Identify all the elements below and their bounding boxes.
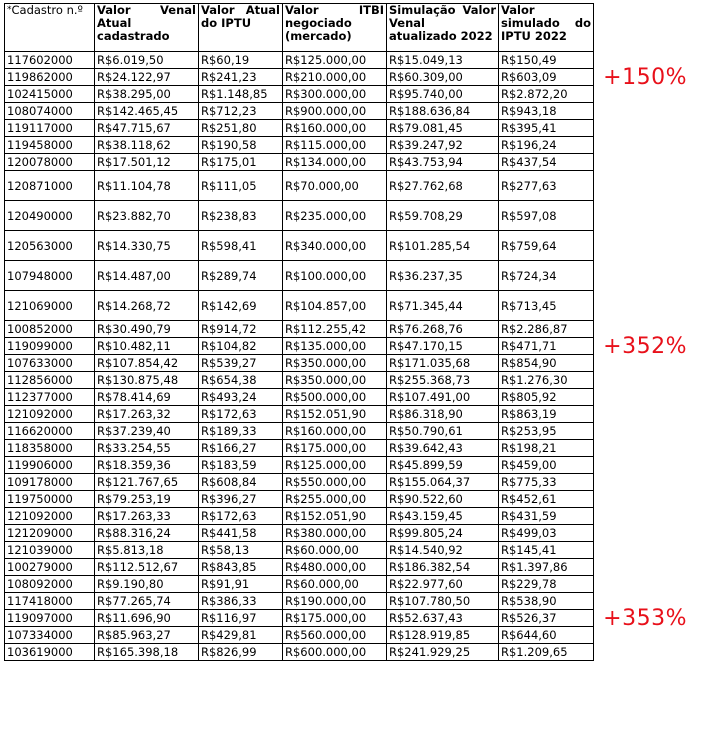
valor-iptu-cell: R$608,84 (199, 474, 283, 491)
valor-iptu-cell: R$251,80 (199, 120, 283, 137)
valor-venal-cell: R$23.882,70 (95, 201, 199, 231)
valor-venal-cell: R$165.398,18 (95, 644, 199, 661)
table-row (5, 261, 594, 291)
simulado-iptu-cell: R$805,92 (499, 389, 594, 406)
cadastro-cell: 120078000 (5, 154, 95, 171)
cadastro-cell: 100852000 (5, 321, 95, 338)
table-row (5, 154, 594, 171)
valor-iptu-cell: R$914,72 (199, 321, 283, 338)
valor-iptu-cell: R$238,83 (199, 201, 283, 231)
valor-itbi-cell: R$60.000,00 (283, 542, 387, 559)
table-row (5, 372, 594, 389)
valor-itbi-cell: R$112.255,42 (283, 321, 387, 338)
simulado-iptu-cell: R$395,41 (499, 120, 594, 137)
simulado-iptu-cell: R$2.872,20 (499, 86, 594, 103)
valor-itbi-cell: R$900.000,00 (283, 103, 387, 120)
valor-iptu-cell: R$60,19 (199, 52, 283, 69)
simulacao-venal-cell: R$43.753,94 (387, 154, 499, 171)
valor-iptu-cell: R$172,63 (199, 406, 283, 423)
valor-venal-cell: R$30.490,79 (95, 321, 199, 338)
table-row (5, 559, 594, 576)
valor-iptu-cell: R$429,81 (199, 627, 283, 644)
simulado-iptu-cell: R$713,45 (499, 291, 594, 321)
valor-venal-cell: R$85.963,27 (95, 627, 199, 644)
valor-venal-cell: R$78.414,69 (95, 389, 199, 406)
valor-iptu-cell: R$91,91 (199, 576, 283, 593)
simulacao-venal-cell: R$50.790,61 (387, 423, 499, 440)
valor-iptu-cell: R$111,05 (199, 171, 283, 201)
cadastro-cell: 121092000 (5, 508, 95, 525)
valor-itbi-cell: R$135.000,00 (283, 338, 387, 355)
valor-itbi-cell: R$125.000,00 (283, 457, 387, 474)
table-row (5, 291, 594, 321)
valor-iptu-cell: R$183,59 (199, 457, 283, 474)
valor-iptu-cell: R$826,99 (199, 644, 283, 661)
valor-venal-cell: R$14.330,75 (95, 231, 199, 261)
table-row (5, 201, 594, 231)
valor-iptu-cell: R$241,23 (199, 69, 283, 86)
valor-iptu-cell: R$289,74 (199, 261, 283, 291)
cadastro-cell: 107633000 (5, 355, 95, 372)
simulacao-venal-cell: R$27.762,68 (387, 171, 499, 201)
table-row (5, 593, 594, 610)
simulacao-venal-cell: R$76.268,76 (387, 321, 499, 338)
valor-itbi-cell: R$134.000,00 (283, 154, 387, 171)
cadastro-cell: 120871000 (5, 171, 95, 201)
simulado-iptu-cell: R$198,21 (499, 440, 594, 457)
simulado-iptu-cell: R$759,64 (499, 231, 594, 261)
simulacao-venal-cell: R$45.899,59 (387, 457, 499, 474)
table-row (5, 610, 594, 627)
simulacao-venal-cell: R$99.805,24 (387, 525, 499, 542)
simulado-iptu-cell: R$471,71 (499, 338, 594, 355)
simulado-iptu-cell: R$145,41 (499, 542, 594, 559)
valor-venal-cell: R$18.359,36 (95, 457, 199, 474)
table-row (5, 457, 594, 474)
valor-itbi-cell: R$380.000,00 (283, 525, 387, 542)
valor-iptu-cell: R$598,41 (199, 231, 283, 261)
simulado-iptu-cell: R$1.209,65 (499, 644, 594, 661)
simulacao-venal-cell: R$171.035,68 (387, 355, 499, 372)
simulacao-venal-cell: R$60.309,00 (387, 69, 499, 86)
cadastro-cell: 118358000 (5, 440, 95, 457)
valor-venal-cell: R$107.854,42 (95, 355, 199, 372)
simulacao-venal-cell: R$86.318,90 (387, 406, 499, 423)
cadastro-cell: 107948000 (5, 261, 95, 291)
cadastro-cell: 121209000 (5, 525, 95, 542)
valor-itbi-cell: R$300.000,00 (283, 86, 387, 103)
valor-iptu-cell: R$396,27 (199, 491, 283, 508)
valor-venal-cell: R$121.767,65 (95, 474, 199, 491)
iptu-table (4, 3, 594, 661)
valor-itbi-cell: R$70.000,00 (283, 171, 387, 201)
simulado-iptu-cell: R$943,18 (499, 103, 594, 120)
valor-iptu-cell: R$386,33 (199, 593, 283, 610)
simulacao-venal-cell: R$15.049,13 (387, 52, 499, 69)
valor-venal-cell: R$11.104,78 (95, 171, 199, 201)
simulado-iptu-cell: R$431,59 (499, 508, 594, 525)
valor-iptu-cell: R$843,85 (199, 559, 283, 576)
simulacao-venal-cell: R$107.491,00 (387, 389, 499, 406)
simulado-iptu-cell: R$863,19 (499, 406, 594, 423)
cadastro-cell: 116620000 (5, 423, 95, 440)
valor-itbi-cell: R$500.000,00 (283, 389, 387, 406)
cadastro-cell: 119906000 (5, 457, 95, 474)
table-row (5, 103, 594, 120)
valor-itbi-cell: R$235.000,00 (283, 201, 387, 231)
simulacao-venal-cell: R$79.081,45 (387, 120, 499, 137)
table-row (5, 120, 594, 137)
valor-iptu-cell: R$58,13 (199, 542, 283, 559)
valor-venal-cell: R$9.190,80 (95, 576, 199, 593)
valor-iptu-cell: R$166,27 (199, 440, 283, 457)
simulado-iptu-cell: R$724,34 (499, 261, 594, 291)
valor-venal-cell: R$14.268,72 (95, 291, 199, 321)
valor-itbi-cell: R$550.000,00 (283, 474, 387, 491)
valor-itbi-cell: R$175.000,00 (283, 610, 387, 627)
simulacao-venal-cell: R$188.636,84 (387, 103, 499, 120)
valor-iptu-cell: R$175,01 (199, 154, 283, 171)
valor-iptu-cell: R$142,69 (199, 291, 283, 321)
simulacao-venal-cell: R$39.247,92 (387, 137, 499, 154)
valor-itbi-cell: R$190.000,00 (283, 593, 387, 610)
simulado-iptu-cell: R$437,54 (499, 154, 594, 171)
simulado-iptu-cell: R$603,09 (499, 69, 594, 86)
valor-venal-cell: R$38.295,00 (95, 86, 199, 103)
simulado-iptu-cell: R$538,90 (499, 593, 594, 610)
valor-itbi-cell: R$175.000,00 (283, 440, 387, 457)
valor-venal-cell: R$10.482,11 (95, 338, 199, 355)
valor-venal-cell: R$142.465,45 (95, 103, 199, 120)
valor-venal-cell: R$17.263,32 (95, 406, 199, 423)
table-row (5, 52, 594, 69)
table-row (5, 474, 594, 491)
simulado-iptu-cell: R$229,78 (499, 576, 594, 593)
valor-itbi-cell: R$125.000,00 (283, 52, 387, 69)
cadastro-cell: 119750000 (5, 491, 95, 508)
valor-itbi-cell: R$160.000,00 (283, 423, 387, 440)
simulacao-venal-cell: R$22.977,60 (387, 576, 499, 593)
valor-itbi-cell: R$560.000,00 (283, 627, 387, 644)
valor-venal-cell: R$11.696,90 (95, 610, 199, 627)
cadastro-cell: 107334000 (5, 627, 95, 644)
cadastro-cell: 102415000 (5, 86, 95, 103)
simulacao-venal-cell: R$101.285,54 (387, 231, 499, 261)
valor-venal-cell: R$77.265,74 (95, 593, 199, 610)
cadastro-cell: 100279000 (5, 559, 95, 576)
table-row (5, 406, 594, 423)
simulacao-venal-cell: R$47.170,15 (387, 338, 499, 355)
simulado-iptu-cell: R$597,08 (499, 201, 594, 231)
percent-increase-annotation: +353% (603, 605, 687, 631)
valor-venal-cell: R$79.253,19 (95, 491, 199, 508)
table-row (5, 338, 594, 355)
header-valor-itbi: Valor ITBI negociado (mercado) (283, 4, 387, 52)
simulado-iptu-cell: R$526,37 (499, 610, 594, 627)
header-mark: * (7, 5, 12, 15)
valor-iptu-cell: R$190,58 (199, 137, 283, 154)
table-row (5, 423, 594, 440)
valor-venal-cell: R$24.122,97 (95, 69, 199, 86)
cadastro-cell: 119458000 (5, 137, 95, 154)
valor-venal-cell: R$47.715,67 (95, 120, 199, 137)
simulacao-venal-cell: R$39.642,43 (387, 440, 499, 457)
table-row (5, 525, 594, 542)
cadastro-cell: 109178000 (5, 474, 95, 491)
simulacao-venal-cell: R$186.382,54 (387, 559, 499, 576)
valor-venal-cell: R$37.239,40 (95, 423, 199, 440)
valor-venal-cell: R$33.254,55 (95, 440, 199, 457)
valor-itbi-cell: R$152.051,90 (283, 406, 387, 423)
simulacao-venal-cell: R$128.919,85 (387, 627, 499, 644)
valor-venal-cell: R$14.487,00 (95, 261, 199, 291)
simulado-iptu-cell: R$253,95 (499, 423, 594, 440)
simulado-iptu-cell: R$775,33 (499, 474, 594, 491)
cadastro-cell: 117602000 (5, 52, 95, 69)
valor-itbi-cell: R$350.000,00 (283, 355, 387, 372)
percent-increase-annotation: +352% (603, 333, 687, 359)
valor-itbi-cell: R$210.000,00 (283, 69, 387, 86)
table-row (5, 440, 594, 457)
table-row (5, 576, 594, 593)
valor-venal-cell: R$17.263,33 (95, 508, 199, 525)
valor-itbi-cell: R$115.000,00 (283, 137, 387, 154)
valor-iptu-cell: R$441,58 (199, 525, 283, 542)
valor-iptu-cell: R$712,23 (199, 103, 283, 120)
cadastro-cell: 112856000 (5, 372, 95, 389)
simulado-iptu-cell: R$499,03 (499, 525, 594, 542)
table-row (5, 86, 594, 103)
cadastro-cell: 117418000 (5, 593, 95, 610)
cadastro-cell: 121092000 (5, 406, 95, 423)
table-row (5, 69, 594, 86)
table-row (5, 627, 594, 644)
cadastro-cell: 108074000 (5, 103, 95, 120)
simulacao-venal-cell: R$14.540,92 (387, 542, 499, 559)
simulacao-venal-cell: R$255.368,73 (387, 372, 499, 389)
valor-itbi-cell: R$255.000,00 (283, 491, 387, 508)
table-header-row (5, 4, 594, 52)
valor-itbi-cell: R$152.051,90 (283, 508, 387, 525)
percent-increase-annotation: +150% (603, 64, 687, 90)
simulado-iptu-cell: R$2.286,87 (499, 321, 594, 338)
simulacao-venal-cell: R$90.522,60 (387, 491, 499, 508)
cadastro-cell: 108092000 (5, 576, 95, 593)
simulacao-venal-cell: R$71.345,44 (387, 291, 499, 321)
valor-itbi-cell: R$600.000,00 (283, 644, 387, 661)
valor-itbi-cell: R$100.000,00 (283, 261, 387, 291)
simulado-iptu-cell: R$459,00 (499, 457, 594, 474)
simulacao-venal-cell: R$155.064,37 (387, 474, 499, 491)
cadastro-cell: 119117000 (5, 120, 95, 137)
valor-itbi-cell: R$340.000,00 (283, 231, 387, 261)
header-valor-iptu-atual: Valor Atual do IPTU (199, 4, 283, 52)
simulacao-venal-cell: R$36.237,35 (387, 261, 499, 291)
valor-venal-cell: R$130.875,48 (95, 372, 199, 389)
valor-itbi-cell: R$480.000,00 (283, 559, 387, 576)
header-simulacao-valor-venal: Simulação Valor Venal atualizado 2022 (387, 4, 499, 52)
simulado-iptu-cell: R$1.397,86 (499, 559, 594, 576)
simulado-iptu-cell: R$1.276,30 (499, 372, 594, 389)
valor-iptu-cell: R$104,82 (199, 338, 283, 355)
cadastro-cell: 121039000 (5, 542, 95, 559)
simulacao-venal-cell: R$107.780,50 (387, 593, 499, 610)
header-valor-venal-atual: Valor Venal Atual cadastrado (95, 4, 199, 52)
simulado-iptu-cell: R$150,49 (499, 52, 594, 69)
header-valor-simulado-iptu: Valor simulado do IPTU 2022 (499, 4, 594, 52)
cadastro-cell: 119862000 (5, 69, 95, 86)
table-row (5, 644, 594, 661)
valor-iptu-cell: R$116,97 (199, 610, 283, 627)
cadastro-cell: 120490000 (5, 201, 95, 231)
cadastro-cell: 112377000 (5, 389, 95, 406)
valor-iptu-cell: R$654,38 (199, 372, 283, 389)
valor-venal-cell: R$88.316,24 (95, 525, 199, 542)
cadastro-cell: 119097000 (5, 610, 95, 627)
table-row (5, 542, 594, 559)
cadastro-cell: 120563000 (5, 231, 95, 261)
simulacao-venal-cell: R$59.708,29 (387, 201, 499, 231)
valor-iptu-cell: R$172,63 (199, 508, 283, 525)
valor-iptu-cell: R$189,33 (199, 423, 283, 440)
table-row (5, 171, 594, 201)
table-row (5, 508, 594, 525)
cadastro-cell: 119099000 (5, 338, 95, 355)
valor-itbi-cell: R$104.857,00 (283, 291, 387, 321)
table-row (5, 321, 594, 338)
valor-venal-cell: R$38.118,62 (95, 137, 199, 154)
simulacao-venal-cell: R$52.637,43 (387, 610, 499, 627)
simulado-iptu-cell: R$854,90 (499, 355, 594, 372)
table-row (5, 231, 594, 261)
table-row (5, 389, 594, 406)
cadastro-cell: 121069000 (5, 291, 95, 321)
valor-itbi-cell: R$350.000,00 (283, 372, 387, 389)
simulado-iptu-cell: R$196,24 (499, 137, 594, 154)
simulado-iptu-cell: R$452,61 (499, 491, 594, 508)
valor-itbi-cell: R$60.000,00 (283, 576, 387, 593)
valor-venal-cell: R$112.512,67 (95, 559, 199, 576)
valor-venal-cell: R$5.813,18 (95, 542, 199, 559)
valor-itbi-cell: R$160.000,00 (283, 120, 387, 137)
valor-iptu-cell: R$1.148,85 (199, 86, 283, 103)
table-row (5, 137, 594, 154)
simulacao-venal-cell: R$43.159,45 (387, 508, 499, 525)
valor-venal-cell: R$6.019,50 (95, 52, 199, 69)
cadastro-cell: 103619000 (5, 644, 95, 661)
table-row (5, 355, 594, 372)
valor-venal-cell: R$17.501,12 (95, 154, 199, 171)
valor-iptu-cell: R$539,27 (199, 355, 283, 372)
valor-iptu-cell: R$493,24 (199, 389, 283, 406)
simulacao-venal-cell: R$241.929,25 (387, 644, 499, 661)
simulacao-venal-cell: R$95.740,00 (387, 86, 499, 103)
header-cadastro: *Cadastro n.º (5, 4, 95, 52)
simulado-iptu-cell: R$277,63 (499, 171, 594, 201)
table-row (5, 491, 594, 508)
simulado-iptu-cell: R$644,60 (499, 627, 594, 644)
